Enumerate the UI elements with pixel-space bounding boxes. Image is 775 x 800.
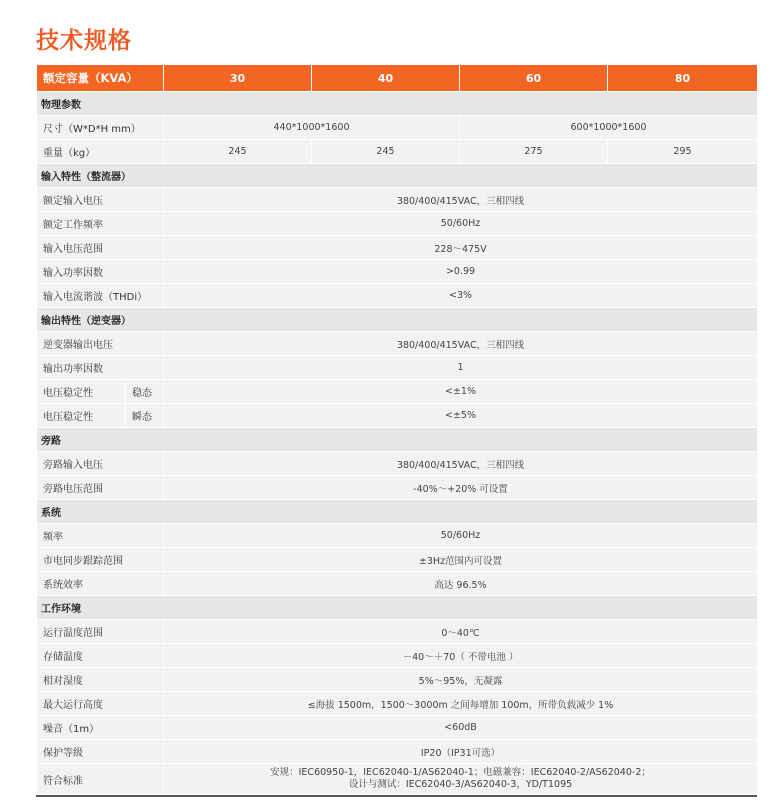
table-row — [37, 212, 758, 236]
row-label: 运行温度范围 — [37, 620, 164, 644]
row-label: 保护等级 — [37, 740, 164, 764]
table-row — [37, 716, 758, 740]
section-system — [37, 500, 758, 524]
row-label: 电压稳定性 — [37, 380, 126, 404]
header-row — [37, 65, 758, 92]
table-row — [37, 332, 758, 356]
table-row — [37, 620, 758, 644]
row-value: 380/400/415VAC，三相四线 — [164, 452, 758, 476]
size-small-value: 440*1000*1600 — [164, 116, 460, 140]
bottom-rule — [36, 795, 757, 797]
row-label: 存储温度 — [37, 644, 164, 668]
row-value: －40～＋70（ 不带电池 ） — [164, 644, 758, 668]
row-label: 输入功率因数 — [37, 260, 164, 284]
row-value: 380/400/415VAC，三相四线 — [164, 188, 758, 212]
table-row — [37, 284, 758, 308]
row-value: 50/60Hz — [164, 212, 758, 236]
size-large-value: 600*1000*1600 — [460, 116, 758, 140]
table-row — [37, 740, 758, 764]
row-value: <±1% — [164, 380, 758, 404]
row-value: 0～40℃ — [164, 620, 758, 644]
row-label: 额定工作频率 — [37, 212, 164, 236]
capacity-30: 30 — [164, 65, 312, 92]
table-row — [37, 116, 758, 140]
row-label: 额定输入电压 — [37, 188, 164, 212]
table-row — [37, 404, 758, 428]
table-row — [37, 452, 758, 476]
row-value: 50/60Hz — [164, 524, 758, 548]
row-value: 228～475V — [164, 236, 758, 260]
table-row — [37, 764, 758, 795]
row-label: 旁路输入电压 — [37, 452, 164, 476]
weight-30: 245 — [164, 140, 312, 164]
row-value: ≤海拔 1500m，1500～3000m 之间每增加 100m，所带负载减少 1% — [164, 692, 758, 716]
row-label: 输出功率因数 — [37, 356, 164, 380]
section-title: 工作环境 — [37, 596, 758, 620]
row-value: ±3Hz范围内可设置 — [164, 548, 758, 572]
weight-40: 245 — [312, 140, 460, 164]
row-label: 重量（kg） — [37, 140, 164, 164]
row-label: 最大运行高度 — [37, 692, 164, 716]
section-environment — [37, 596, 758, 620]
row-label: 系统效率 — [37, 572, 164, 596]
row-sublabel: 瞬态 — [126, 404, 164, 428]
weight-60: 275 — [460, 140, 608, 164]
table-row — [37, 572, 758, 596]
capacity-80: 80 — [608, 65, 758, 92]
row-value: <3% — [164, 284, 758, 308]
table-row — [37, 668, 758, 692]
row-label: 电压稳定性 — [37, 404, 126, 428]
section-title: 输出特性（逆变器） — [37, 308, 758, 332]
row-label: 输入电流谐波（THDi） — [37, 284, 164, 308]
table-row — [37, 524, 758, 548]
row-value: -40%～+20% 可设置 — [164, 476, 758, 500]
section-title: 输入特性（整流器） — [37, 164, 758, 188]
row-value: <60dB — [164, 716, 758, 740]
standards-value — [164, 764, 758, 795]
capacity-header-label: 额定容量（KVA） — [37, 65, 164, 92]
table-row — [37, 476, 758, 500]
table-row — [37, 380, 758, 404]
section-input — [37, 164, 758, 188]
row-label: 市电同步跟踪范围 — [37, 548, 164, 572]
row-sublabel: 稳态 — [126, 380, 164, 404]
table-row — [37, 260, 758, 284]
row-label: 频率 — [37, 524, 164, 548]
standards-line-2: 设计与测试：IEC62040-3/AS62040-3，YD/T1095 — [348, 779, 573, 790]
table-row — [37, 644, 758, 668]
section-physical — [37, 92, 758, 116]
row-value: 5%～95%，无凝露 — [164, 668, 758, 692]
row-label: 相对湿度 — [37, 668, 164, 692]
weight-80: 295 — [608, 140, 758, 164]
row-value: 380/400/415VAC，三相四线 — [164, 332, 758, 356]
table-row — [37, 356, 758, 380]
row-label: 输入电压范围 — [37, 236, 164, 260]
capacity-40: 40 — [312, 65, 460, 92]
row-value: <±5% — [164, 404, 758, 428]
table-row — [37, 236, 758, 260]
table-row — [37, 188, 758, 212]
table-row — [37, 692, 758, 716]
capacity-60: 60 — [460, 65, 608, 92]
row-value: IP20（IP31可选） — [164, 740, 758, 764]
row-label: 旁路电压范围 — [37, 476, 164, 500]
row-value: 1 — [164, 356, 758, 380]
row-label: 噪音（1m） — [37, 716, 164, 740]
table-row — [37, 548, 758, 572]
section-output — [37, 308, 758, 332]
section-title: 旁路 — [37, 428, 758, 452]
row-label: 符合标准 — [37, 764, 164, 795]
row-label: 逆变器输出电压 — [37, 332, 164, 356]
row-label: 尺寸（W*D*H mm） — [37, 116, 164, 140]
table-row — [37, 140, 758, 164]
section-title: 物理参数 — [37, 92, 758, 116]
row-value: 高达 96.5% — [164, 572, 758, 596]
page-title: 技术规格 — [36, 28, 132, 54]
section-bypass — [37, 428, 758, 452]
section-title: 系统 — [37, 500, 758, 524]
standards-line-1: 安规：IEC60950-1，IEC62040-1/AS62040-1；电磁兼容：IEC62040-2/AS62040-2； — [270, 767, 651, 778]
spec-table — [36, 64, 758, 795]
row-value: >0.99 — [164, 260, 758, 284]
